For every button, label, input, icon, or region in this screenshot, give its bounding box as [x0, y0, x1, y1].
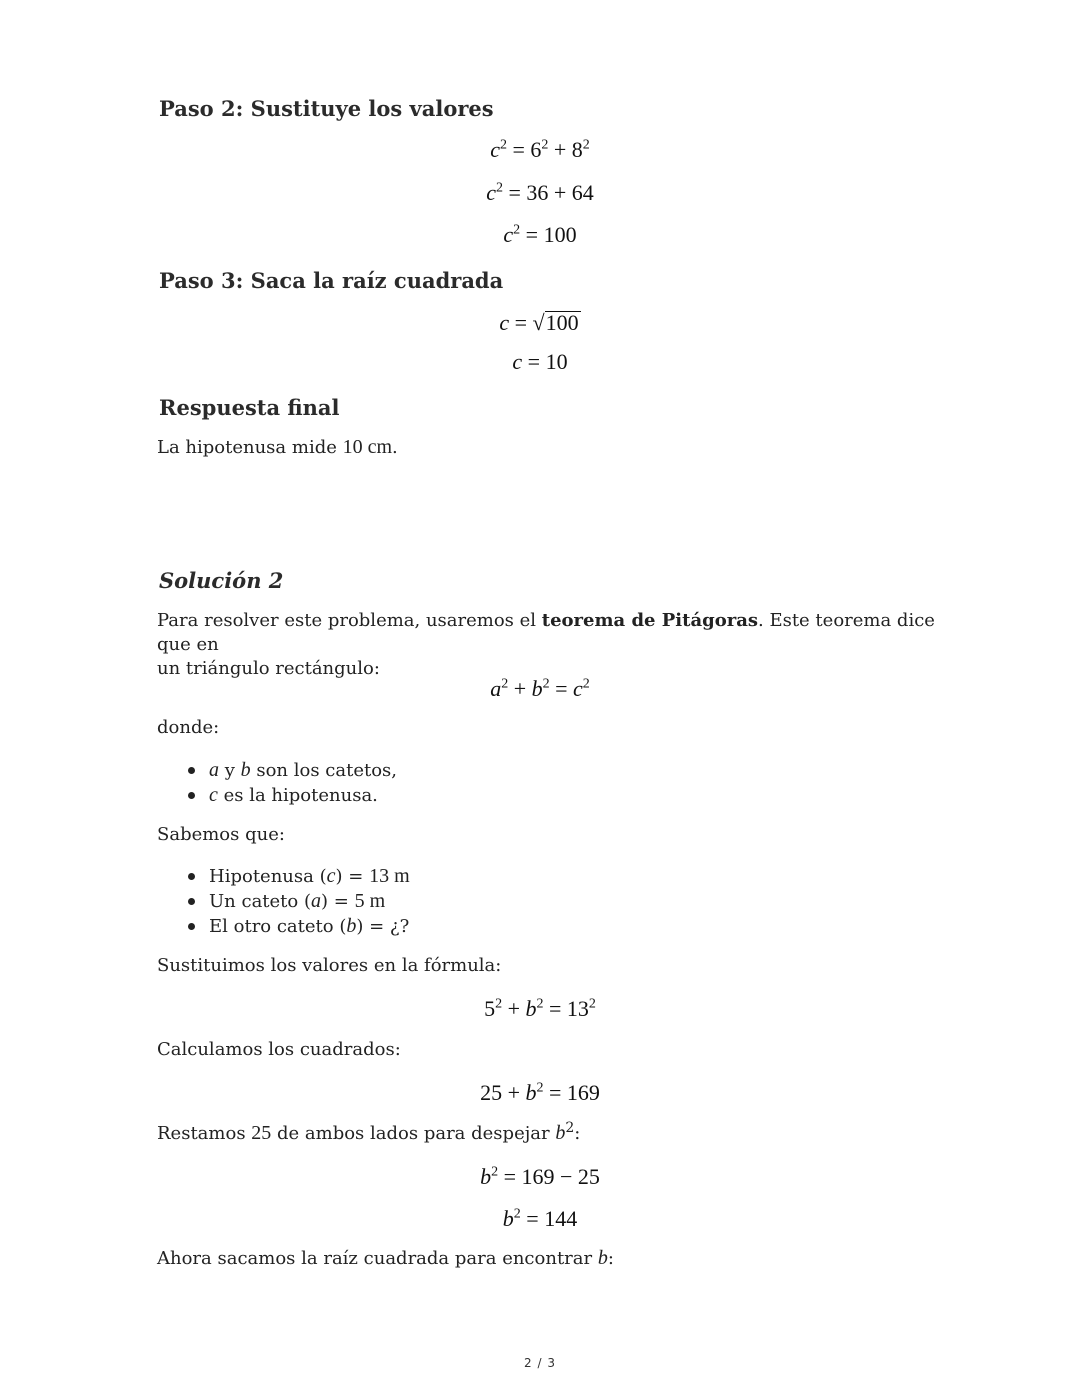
paso2-heading: Paso 2: Sustituye los valores [159, 96, 494, 121]
donde-label: donde: [157, 717, 220, 738]
equation-paso2-3: $c^2 = 100$ [503, 222, 577, 247]
list-item: a y b son los catetos, [209, 759, 398, 781]
paso3-heading: Paso 3: Saca la raíz cuadrada [159, 268, 504, 293]
restamos-text: Restamos 25 de ambos lados para despejar $b^2$: [157, 1120, 581, 1144]
equation-paso3-1: c = √100 [499, 310, 579, 335]
list-item: c es la hipotenusa. [209, 783, 397, 808]
list-item: Hipotenusa (c) = 13 m [209, 865, 410, 887]
sabemos-list [209, 864, 410, 939]
donde-list [209, 758, 397, 808]
respuesta-text: La hipotenusa mide 10 cm. [157, 436, 398, 458]
equation-paso2-1: $c^2 = 6^2 + 8^2$ [490, 137, 590, 162]
ahora-text: Ahora sacamos la raíz cuadrada para encontrar b: [157, 1247, 614, 1269]
calculamos-text: Calculamos los cuadrados: [157, 1039, 401, 1060]
list-item: El otro cateto (b) = ¿? [209, 915, 410, 937]
respuesta-heading: Respuesta final [159, 395, 340, 420]
equation-resta-2: $b^2 = 144$ [502, 1206, 578, 1231]
pythagoras-formula: $a^2 + b^2 = c^2$ [490, 676, 590, 701]
sqrt-symbol: √ [532, 310, 545, 335]
solucion2-heading: Solución 2 [159, 568, 284, 593]
equation-paso3-2: c = 10 [512, 349, 568, 374]
page-number: 2 / 3 [524, 1356, 556, 1370]
equation-sustitucion: $5^2 + b^2 = 13^2$ [484, 996, 596, 1021]
equation-cuadrados: $25 + b^2 = 169$ [480, 1080, 600, 1105]
list-item: Un cateto (a) = 5 m [209, 889, 410, 914]
sustituimos-text: Sustituimos los valores en la fórmula: [157, 955, 502, 976]
equation-paso2-2: $c^2 = 36 + 64$ [486, 180, 594, 205]
solucion2-intro: Para resolver este problema, usaremos el teorema de Pitágoras. Este teorema dice que en un triángulo rectángulo: [157, 610, 935, 679]
equation-resta-1: $b^2 = 169 - 25$ [480, 1164, 600, 1189]
sabemos-label: Sabemos que: [157, 824, 285, 845]
